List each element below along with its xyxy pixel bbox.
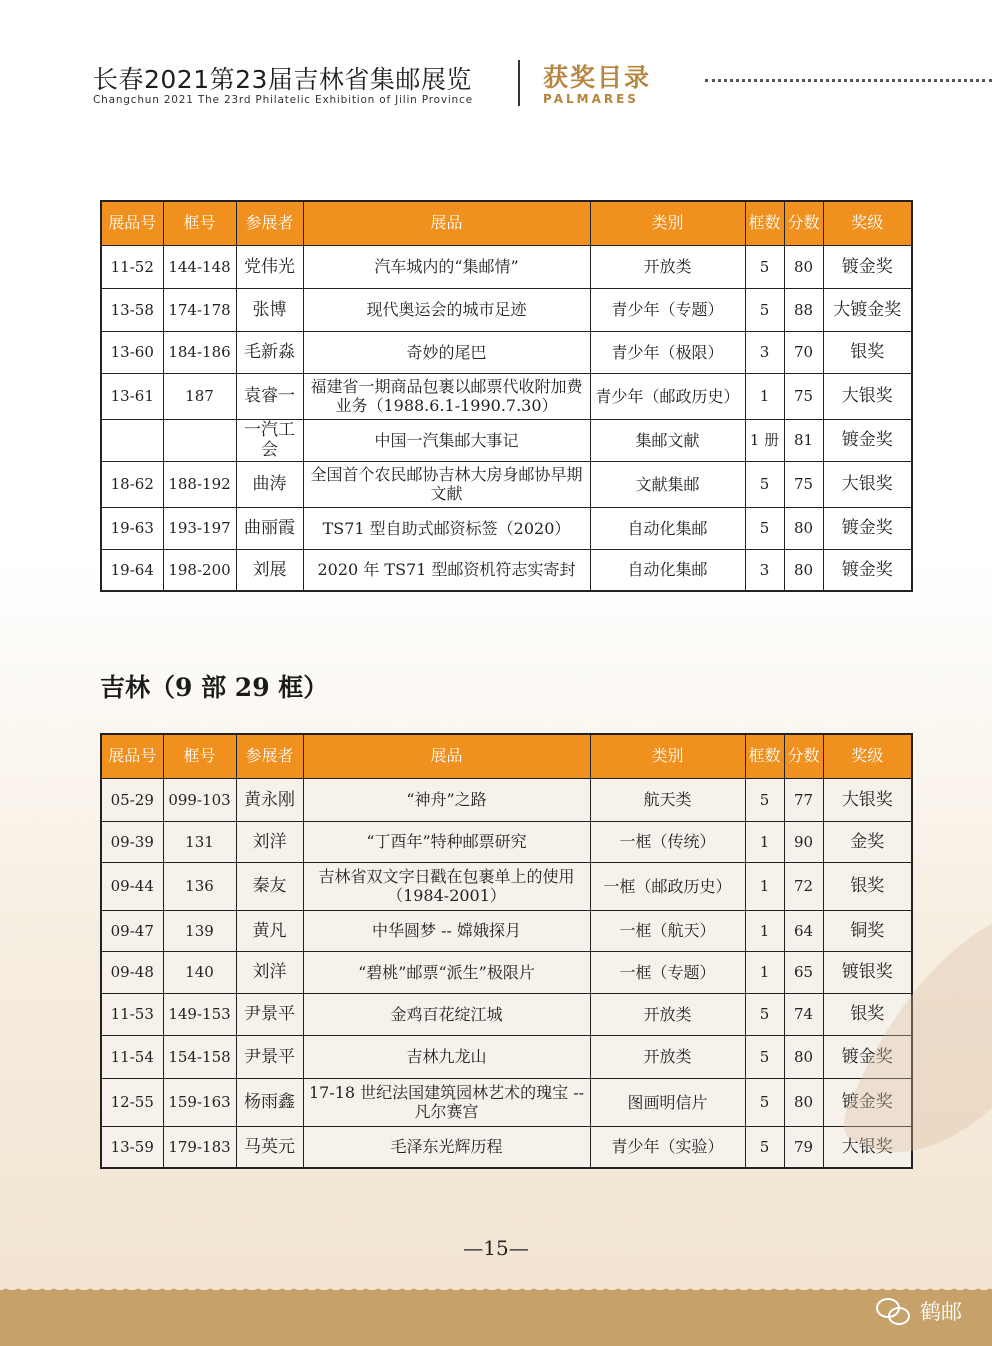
frames-cell: 5 — [745, 461, 784, 507]
table-row — [101, 910, 912, 951]
exhibit-no-cell: 09-39 — [101, 821, 163, 862]
table-row — [101, 288, 912, 331]
frame-no-cell: 144-148 — [163, 245, 236, 288]
frames-cell: 5 — [745, 778, 784, 821]
frame-no-cell — [163, 419, 236, 461]
table-row — [101, 778, 912, 821]
exhibit-cell: 福建省一期商品包裹以邮票代收附加费业务（1988.6.1-1990.7.30） — [303, 373, 590, 419]
exhibit-no-cell: 18-62 — [101, 461, 163, 507]
header-divider — [518, 60, 520, 106]
exhibit-no-cell: 09-47 — [101, 910, 163, 951]
score-cell: 65 — [784, 951, 823, 993]
exhibit-no-cell: 13-58 — [101, 288, 163, 331]
exhibit-cell: 毛泽东光辉历程 — [303, 1126, 590, 1168]
score-cell: 75 — [784, 461, 823, 507]
section-title-cn: 获奖目录 — [543, 63, 652, 92]
exhibitor-cell: 一汽工会 — [236, 419, 303, 461]
award-cell: 银奖 — [823, 993, 912, 1035]
frame-no-cell: 140 — [163, 951, 236, 993]
frame-no-cell: 193-197 — [163, 507, 236, 549]
exhibit-cell: “碧桃”邮票“派生”极限片 — [303, 951, 590, 993]
category-cell: 集邮文献 — [590, 419, 745, 461]
frames-cell: 5 — [745, 1126, 784, 1168]
exhibit-cell: 中国一汽集邮大事记 — [303, 419, 590, 461]
exhibitor-cell: 刘洋 — [236, 951, 303, 993]
header-exhibit: 展品 — [303, 201, 590, 245]
frames-cell: 5 — [745, 507, 784, 549]
exhibit-cell: “丁酉年”特种邮票研究 — [303, 821, 590, 862]
exhibition-title: 长春2021第23届吉林省集邮展览 — [93, 65, 472, 94]
dotted-rule — [705, 79, 992, 82]
header-frame-no: 框号 — [163, 734, 236, 778]
frames-cell: 1 — [745, 910, 784, 951]
header-frames: 框数 — [745, 201, 784, 245]
wechat-icon — [876, 1296, 912, 1326]
section-heading-jilin: 吉林（9 部 29 框） — [100, 673, 329, 702]
exhibitor-cell: 刘展 — [236, 549, 303, 591]
exhibitor-cell: 杨雨鑫 — [236, 1078, 303, 1126]
frames-cell: 1 — [745, 373, 784, 419]
header-award: 奖级 — [823, 201, 912, 245]
exhibition-subtitle: Changchun 2021 The 23rd Philatelic Exhibition of Jilin Province — [93, 94, 473, 106]
category-cell: 自动化集邮 — [590, 507, 745, 549]
award-cell: 镀金奖 — [823, 245, 912, 288]
exhibit-no-cell: 09-48 — [101, 951, 163, 993]
frames-cell: 1 — [745, 862, 784, 910]
exhibit-cell: 汽车城内的“集邮情” — [303, 245, 590, 288]
header-frame-no: 框号 — [163, 201, 236, 245]
bottom-band — [0, 1290, 992, 1346]
frame-no-cell: 099-103 — [163, 778, 236, 821]
exhibitor-cell: 尹景平 — [236, 993, 303, 1035]
frame-no-cell: 184-186 — [163, 331, 236, 373]
header-exhibit-no: 展品号 — [101, 734, 163, 778]
category-cell: 航天类 — [590, 778, 745, 821]
exhibit-no-cell: 19-63 — [101, 507, 163, 549]
exhibit-no-cell: 13-59 — [101, 1126, 163, 1168]
award-cell: 镀金奖 — [823, 419, 912, 461]
exhibit-cell: 中华圆梦 -- 嫦娥探月 — [303, 910, 590, 951]
score-cell: 72 — [784, 862, 823, 910]
award-cell: 银奖 — [823, 331, 912, 373]
frames-cell: 3 — [745, 549, 784, 591]
exhibit-no-cell: 19-64 — [101, 549, 163, 591]
table-row — [101, 1126, 912, 1168]
header-score: 分数 — [784, 201, 823, 245]
exhibitor-cell: 黄永刚 — [236, 778, 303, 821]
table-row — [101, 993, 912, 1035]
header-exhibit: 展品 — [303, 734, 590, 778]
frames-cell: 1 — [745, 821, 784, 862]
table-row — [101, 373, 912, 419]
frame-no-cell: 198-200 — [163, 549, 236, 591]
exhibit-no-cell: 11-52 — [101, 245, 163, 288]
award-cell: 镀银奖 — [823, 951, 912, 993]
table-row — [101, 1078, 912, 1126]
category-cell: 青少年（实验） — [590, 1126, 745, 1168]
frame-no-cell: 149-153 — [163, 993, 236, 1035]
award-cell: 大银奖 — [823, 1126, 912, 1168]
score-cell: 64 — [784, 910, 823, 951]
exhibitor-cell: 张博 — [236, 288, 303, 331]
frame-no-cell: 139 — [163, 910, 236, 951]
frame-no-cell: 154-158 — [163, 1035, 236, 1078]
frames-cell: 1 — [745, 951, 784, 993]
award-cell: 镀金奖 — [823, 507, 912, 549]
exhibit-no-cell: 09-44 — [101, 862, 163, 910]
awards-table-2 — [100, 733, 913, 1169]
frame-no-cell: 174-178 — [163, 288, 236, 331]
table-row — [101, 331, 912, 373]
exhibitor-cell: 毛新淼 — [236, 331, 303, 373]
header-category: 类别 — [590, 201, 745, 245]
header-award: 奖级 — [823, 734, 912, 778]
category-cell: 一框（航天） — [590, 910, 745, 951]
exhibit-cell: 全国首个农民邮协吉林大房身邮协早期文献 — [303, 461, 590, 507]
table-row — [101, 419, 912, 461]
frame-no-cell: 187 — [163, 373, 236, 419]
score-cell: 74 — [784, 993, 823, 1035]
frames-cell: 5 — [745, 1078, 784, 1126]
exhibit-cell: TS71 型自助式邮资标签（2020） — [303, 507, 590, 549]
category-cell: 开放类 — [590, 993, 745, 1035]
score-cell: 90 — [784, 821, 823, 862]
exhibit-cell: 2020 年 TS71 型邮资机符志实寄封 — [303, 549, 590, 591]
frame-no-cell: 179-183 — [163, 1126, 236, 1168]
header-category: 类别 — [590, 734, 745, 778]
table-header-row — [101, 201, 912, 245]
table-row — [101, 245, 912, 288]
frames-cell: 5 — [745, 288, 784, 331]
exhibitor-cell: 尹景平 — [236, 1035, 303, 1078]
frame-no-cell: 159-163 — [163, 1078, 236, 1126]
category-cell: 青少年（专题） — [590, 288, 745, 331]
exhibitor-cell: 袁睿一 — [236, 373, 303, 419]
score-cell: 77 — [784, 778, 823, 821]
award-cell: 银奖 — [823, 862, 912, 910]
header-exhibitor: 参展者 — [236, 201, 303, 245]
table-row — [101, 1035, 912, 1078]
exhibit-cell: 现代奥运会的城市足迹 — [303, 288, 590, 331]
category-cell: 自动化集邮 — [590, 549, 745, 591]
exhibitor-cell: 马英元 — [236, 1126, 303, 1168]
header-score: 分数 — [784, 734, 823, 778]
exhibitor-cell: 秦友 — [236, 862, 303, 910]
award-cell: 大镀金奖 — [823, 288, 912, 331]
award-cell: 大银奖 — [823, 373, 912, 419]
award-cell: 大银奖 — [823, 778, 912, 821]
score-cell: 80 — [784, 507, 823, 549]
score-cell: 81 — [784, 419, 823, 461]
category-cell: 图画明信片 — [590, 1078, 745, 1126]
table-row — [101, 549, 912, 591]
frame-no-cell: 188-192 — [163, 461, 236, 507]
award-cell: 镀金奖 — [823, 1078, 912, 1126]
category-cell: 青少年（极限） — [590, 331, 745, 373]
exhibit-no-cell: 05-29 — [101, 778, 163, 821]
category-cell: 开放类 — [590, 245, 745, 288]
frame-no-cell: 131 — [163, 821, 236, 862]
table-row — [101, 821, 912, 862]
category-cell: 青少年（邮政历史） — [590, 373, 745, 419]
exhibitor-cell: 曲涛 — [236, 461, 303, 507]
award-cell: 金奖 — [823, 821, 912, 862]
frames-cell: 1 册 — [745, 419, 784, 461]
score-cell: 75 — [784, 373, 823, 419]
awards-table-1 — [100, 200, 913, 592]
exhibitor-cell: 刘洋 — [236, 821, 303, 862]
score-cell: 80 — [784, 1078, 823, 1126]
exhibit-cell: 17-18 世纪法国建筑园林艺术的瑰宝 -- 凡尔赛宫 — [303, 1078, 590, 1126]
table-row — [101, 951, 912, 993]
exhibit-no-cell — [101, 419, 163, 461]
award-cell: 镀金奖 — [823, 549, 912, 591]
exhibit-no-cell: 13-61 — [101, 373, 163, 419]
exhibitor-cell: 曲丽霞 — [236, 507, 303, 549]
award-cell: 大银奖 — [823, 461, 912, 507]
frames-cell: 5 — [745, 993, 784, 1035]
exhibitor-cell: 黄凡 — [236, 910, 303, 951]
watermark-text: 鹤邮 — [920, 1300, 962, 1324]
award-cell: 镀金奖 — [823, 1035, 912, 1078]
score-cell: 80 — [784, 1035, 823, 1078]
category-cell: 文献集邮 — [590, 461, 745, 507]
page-number: —15— — [463, 1236, 529, 1260]
score-cell: 80 — [784, 549, 823, 591]
category-cell: 一框（专题） — [590, 951, 745, 993]
score-cell: 80 — [784, 245, 823, 288]
exhibit-no-cell: 12-55 — [101, 1078, 163, 1126]
exhibit-cell: 吉林九龙山 — [303, 1035, 590, 1078]
award-cell: 铜奖 — [823, 910, 912, 951]
header-exhibitor: 参展者 — [236, 734, 303, 778]
table-row — [101, 862, 912, 910]
exhibit-no-cell: 11-54 — [101, 1035, 163, 1078]
score-cell: 88 — [784, 288, 823, 331]
header-frames: 框数 — [745, 734, 784, 778]
exhibit-cell: 奇妙的尾巴 — [303, 331, 590, 373]
exhibit-cell: 吉林省双文字日戳在包裹单上的使用（1984-2001） — [303, 862, 590, 910]
section-title-en: PALMARES — [543, 92, 639, 106]
exhibit-cell: “神舟”之路 — [303, 778, 590, 821]
category-cell: 开放类 — [590, 1035, 745, 1078]
watermark — [876, 1296, 962, 1326]
exhibitor-cell: 党伟光 — [236, 245, 303, 288]
exhibit-cell: 金鸡百花绽江城 — [303, 993, 590, 1035]
frame-no-cell: 136 — [163, 862, 236, 910]
table-row — [101, 461, 912, 507]
table-row — [101, 507, 912, 549]
frames-cell: 5 — [745, 1035, 784, 1078]
category-cell: 一框（邮政历史） — [590, 862, 745, 910]
table-header-row — [101, 734, 912, 778]
exhibit-no-cell: 11-53 — [101, 993, 163, 1035]
score-cell: 70 — [784, 331, 823, 373]
category-cell: 一框（传统） — [590, 821, 745, 862]
score-cell: 79 — [784, 1126, 823, 1168]
exhibit-no-cell: 13-60 — [101, 331, 163, 373]
header-exhibit-no: 展品号 — [101, 201, 163, 245]
frames-cell: 3 — [745, 331, 784, 373]
frames-cell: 5 — [745, 245, 784, 288]
